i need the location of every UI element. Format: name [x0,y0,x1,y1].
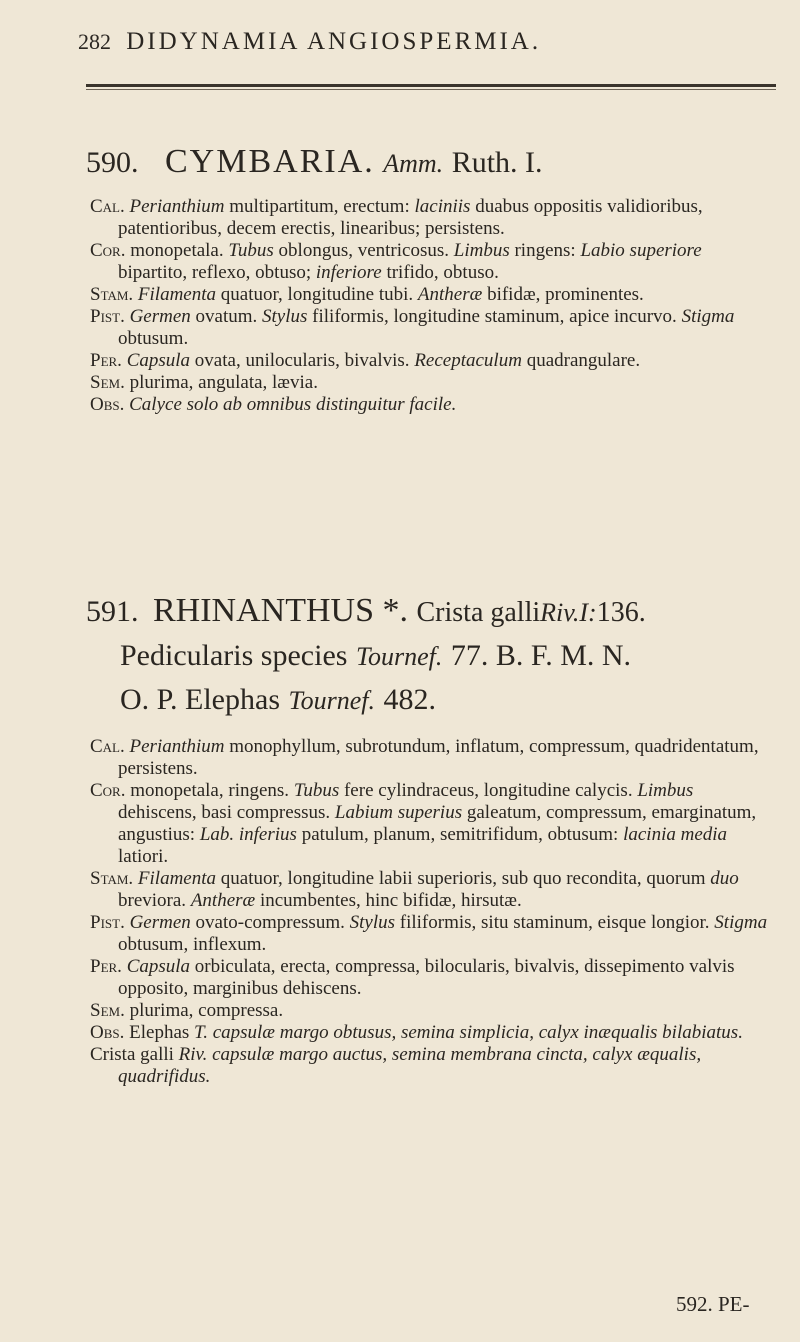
entry-text: plurima, angulata, lævia. [124,372,318,393]
entry-text: quatuor, longitudine tubi. [216,284,418,305]
genus-heading-cymbaria [86,140,776,186]
italic-term: Capsula [126,956,191,977]
italic-term: Antheræ [417,284,483,305]
synonym-authority: Tournef. [288,686,375,715]
catchword: 592. PE- [676,1292,750,1316]
genus-number: 590. [86,146,139,179]
entry-label: Obs. [90,394,125,415]
italic-term: Stylus [262,306,308,327]
genus-name: RHINANTHUS *. [153,592,408,629]
genus-description-rhinanthus [90,736,770,1088]
entry-label: Cor. [90,240,126,261]
description-entry [90,1000,770,1022]
genus-reference: Ruth. I. [451,146,543,179]
header-rule-thin [86,89,776,90]
entry-text: monophyllum, subrotundum, inflatum, compressum, quadridentatum, persistens. [118,736,759,779]
synonym-authority: Riv.I: [540,598,597,627]
genus-description-cymbaria [90,196,770,416]
description-entry [90,372,770,394]
italic-term: Limbus [637,780,694,801]
entry-text: dehiscens, basi compressus. [118,802,335,823]
description-entry [90,1022,770,1044]
italic-term: Capsula [126,350,191,371]
entry-label: Obs. [90,1022,125,1043]
description-entry [90,1044,770,1088]
entry-text: obtusum, inflexum. [118,934,267,955]
italic-term: duo [710,868,739,889]
entry-label: Per. [90,350,122,371]
italic-term: Stylus [349,912,395,933]
description-entry [90,912,770,956]
synonym: Crista galli [416,597,541,628]
entry-label: Stam. [90,284,134,305]
entry-text: fere cylindraceus, longitudine calycis. [339,780,638,801]
entry-text: oblongus, ventricosus. [273,240,454,261]
genus-heading-rhinanthus [86,590,776,722]
synonym-page: 136. [596,597,646,628]
italic-term: Riv. [178,1044,208,1065]
synonym: Pedicularis species [120,639,348,672]
running-title: DIDYNAMIA ANGIOSPERMIA. [126,28,542,55]
synonym-page: 77. B. F. M. N. [450,639,632,672]
italic-term: lacinia media [623,824,728,845]
synonym: O. P. Elephas [120,683,280,716]
italic-term: Limbus [453,240,510,261]
entry-text: quatuor, longitudine labii superioris, sub quo recondita, quorum [216,868,711,889]
entry-text: duabus oppositis validioribus, patentioribus, decem erectis, linearibus; persistens. [118,196,703,239]
page-number: 282 [78,29,111,54]
description-entry [90,736,770,780]
entry-text: latiori. [118,846,169,867]
italic-term: Germen [129,306,191,327]
italic-term: Filamenta [137,284,217,305]
entry-text: filiformis, situ staminum, eisque longior. [395,912,715,933]
italic-term: Perianthium [129,736,225,757]
entry-label: Per. [90,956,122,977]
italic-term: Receptaculum [414,350,522,371]
entry-text: bifidæ, prominentes. [482,284,644,305]
entry-text: monopetala, ringens. [125,780,294,801]
entry-text: galeatum, compressum, emarginatum, angustius: [118,802,757,845]
entry-text: trifido, obtuso. [381,262,499,283]
description-entry [90,780,770,868]
description-entry [90,284,770,306]
italic-term: capsulæ margo auctus, semina membrana cincta, calyx æqualis, quadrifidus. [118,1044,702,1087]
entry-text: breviora. [118,890,191,911]
italic-term: Lab. inferius [199,824,297,845]
entry-text: multipartitum, erectum: [224,196,415,217]
italic-term: Stigma [681,306,735,327]
description-entry [90,196,770,240]
italic-term: Filamenta [137,868,217,889]
synonym-authority: Tournef. [355,642,443,671]
entry-label: Sem. [90,372,125,393]
description-entry [90,240,770,284]
italic-term: Antheræ [190,890,256,911]
entry-text: filiformis, longitudine staminum, apice incurvo. [307,306,682,327]
italic-term: Germen [129,912,191,933]
entry-label: Pist. [90,306,125,327]
entry-text: ovato-compressum. [190,912,350,933]
entry-label: Pist. [90,912,125,933]
description-entry [90,868,770,912]
genus-name: CYMBARIA. [165,143,375,180]
running-header [78,28,768,56]
italic-term: laciniis [414,196,471,217]
entry-label: Sem. [90,1000,125,1021]
entry-text: Crista galli [90,1044,179,1065]
description-entry [90,350,770,372]
entry-text: incumbentes, hinc bifidæ, hirsutæ. [255,890,522,911]
entry-label: Cal. [90,736,125,757]
italic-term: Perianthium [129,196,225,217]
description-entry [90,394,770,416]
italic-term: capsulæ margo obtusus, semina simplicia, calyx inæqualis bilabiatus. [212,1022,743,1043]
italic-term: T. [194,1022,208,1043]
entry-text: bipartito, reflexo, obtuso; [118,262,316,283]
description-entry [90,306,770,350]
italic-term: Tubus [228,240,274,261]
entry-text: Elephas [124,1022,195,1043]
italic-term: Labio superiore [580,240,702,261]
entry-text: obtusum. [118,328,189,349]
entry-text: orbiculata, erecta, compressa, bilocularis, bivalvis, dissepimento valvis opposito, marginibus dehiscens. [118,956,735,999]
description-entry [90,956,770,1000]
genus-authority: Amm. [383,149,444,178]
synonym-page: 482. [383,683,436,716]
entry-text: ovatum. [190,306,263,327]
entry-text: ringens: [509,240,581,261]
entry-text: patulum, planum, semitrifidum, obtusum: [296,824,624,845]
entry-text: ovata, unilocularis, bivalvis. [190,350,415,371]
italic-term: Stigma [714,912,768,933]
entry-label: Cal. [90,196,125,217]
genus-number: 591. [86,595,139,628]
entry-text: quadrangulare. [521,350,641,371]
header-rule [86,84,776,87]
italic-term: Calyce solo ab omnibus distinguitur facile. [129,394,457,415]
italic-term: Tubus [293,780,340,801]
entry-text: plurima, compressa. [124,1000,284,1021]
entry-label: Cor. [90,780,126,801]
italic-term: inferiore [315,262,382,283]
entry-label: Stam. [90,868,134,889]
entry-text: monopetala. [125,240,229,261]
italic-term: Labium superius [334,802,463,823]
